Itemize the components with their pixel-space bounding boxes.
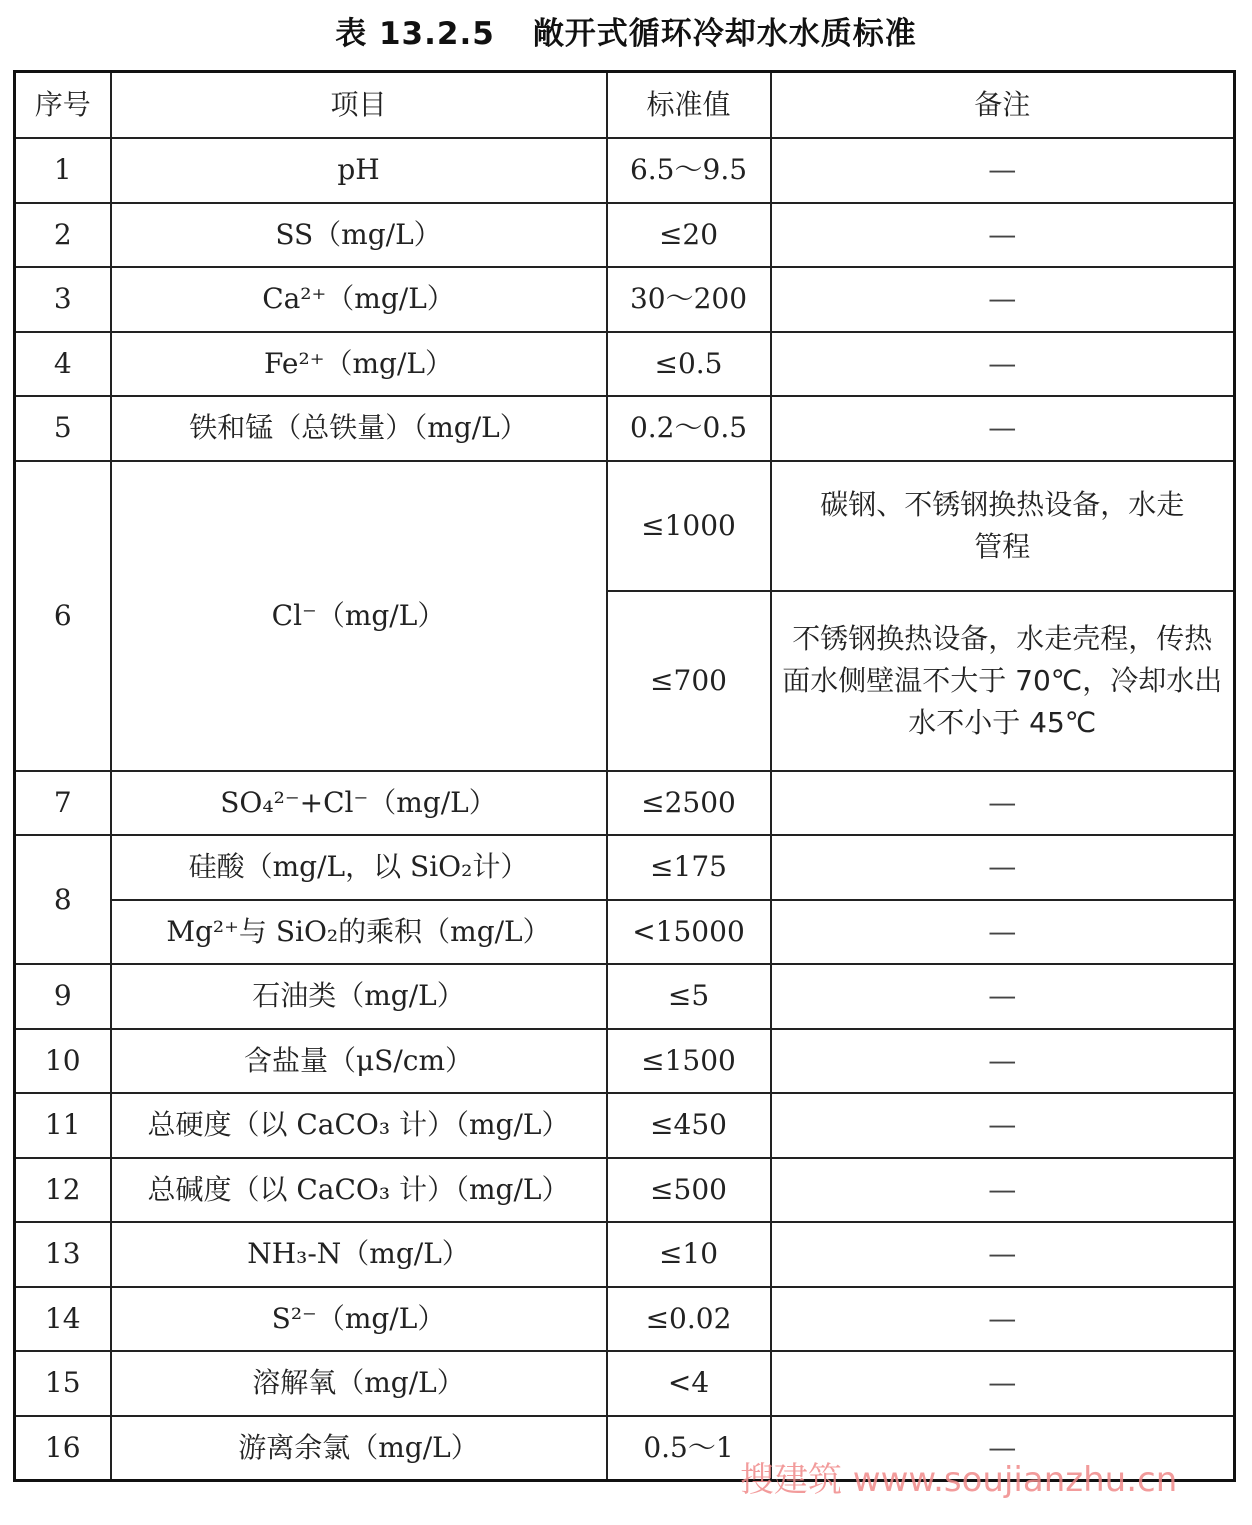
table-title: [0, 8, 1252, 60]
water-quality-table: [13, 70, 1236, 1482]
row-value: ≤10: [607, 1222, 771, 1287]
table-number: 表 13.2.5: [335, 16, 495, 52]
row-note: —: [771, 1287, 1235, 1352]
row-item: 溶解氧（mg/L）: [111, 1351, 607, 1416]
row-no: 8: [15, 835, 111, 964]
table-row: [15, 332, 1235, 397]
table-row: [15, 1029, 1235, 1094]
row-no: 12: [15, 1158, 111, 1223]
row-value: ≤700: [607, 591, 771, 771]
header-row: [15, 72, 1235, 139]
row-note: —: [771, 396, 1235, 461]
row-value: ≤0.5: [607, 332, 771, 397]
row-value: ≤0.02: [607, 1287, 771, 1352]
table-row: [15, 267, 1235, 332]
table-row: [15, 900, 1235, 965]
row-note: —: [771, 771, 1235, 836]
row-no: 9: [15, 964, 111, 1029]
row-item: SS（mg/L）: [111, 203, 607, 268]
header-note: 备注: [771, 72, 1235, 139]
row-item: 游离余氯（mg/L）: [111, 1416, 607, 1481]
table-row: [15, 1093, 1235, 1158]
table-row: [15, 964, 1235, 1029]
row-value: ≤1500: [607, 1029, 771, 1094]
row-value: ≤175: [607, 835, 771, 900]
row-value: <15000: [607, 900, 771, 965]
table-row: [15, 771, 1235, 836]
row-value: ≤1000: [607, 461, 771, 591]
row-note: —: [771, 1351, 1235, 1416]
table-row: [15, 1222, 1235, 1287]
row-note: —: [771, 1093, 1235, 1158]
row-value: ≤20: [607, 203, 771, 268]
row-note: 碳钢、不锈钢换热设备，水走管程: [771, 461, 1235, 591]
row-no: 16: [15, 1416, 111, 1481]
row-no: 11: [15, 1093, 111, 1158]
header-no: 序号: [15, 72, 111, 139]
row-no: 1: [15, 138, 111, 203]
table-row: [15, 203, 1235, 268]
row-note: —: [771, 138, 1235, 203]
row-item: 硅酸（mg/L，以 SiO₂计）: [111, 835, 607, 900]
row-no: 6: [15, 461, 111, 771]
row-value: 0.5～1: [607, 1416, 771, 1481]
row-no: 15: [15, 1351, 111, 1416]
row-no: 5: [15, 396, 111, 461]
row-note: —: [771, 835, 1235, 900]
row-no: 3: [15, 267, 111, 332]
table-row: [15, 1158, 1235, 1223]
row-value: ≤450: [607, 1093, 771, 1158]
row-item: 含盐量（μS/cm）: [111, 1029, 607, 1094]
row-item: 总碱度（以 CaCO₃ 计）（mg/L）: [111, 1158, 607, 1223]
header-value: 标准值: [607, 72, 771, 139]
row-note: —: [771, 1158, 1235, 1223]
row-no: 4: [15, 332, 111, 397]
row-item: NH₃-N（mg/L）: [111, 1222, 607, 1287]
row-note: —: [771, 1222, 1235, 1287]
table-row: [15, 835, 1235, 900]
row-item: pH: [111, 138, 607, 203]
row-note: —: [771, 964, 1235, 1029]
row-no: 14: [15, 1287, 111, 1352]
table-row: [15, 396, 1235, 461]
row-item: 铁和锰（总铁量）（mg/L）: [111, 396, 607, 461]
table-row: [15, 138, 1235, 203]
row-item: 总硬度（以 CaCO₃ 计）（mg/L）: [111, 1093, 607, 1158]
row-note: 不锈钢换热设备，水走壳程，传热面水侧壁温不大于 70℃，冷却水出水不小于 45℃: [771, 591, 1235, 771]
row-item: 石油类（mg/L）: [111, 964, 607, 1029]
row-value: ≤500: [607, 1158, 771, 1223]
row-no: 10: [15, 1029, 111, 1094]
table-row: [15, 461, 1235, 591]
row-value: <4: [607, 1351, 771, 1416]
row-item: Cl⁻（mg/L）: [111, 461, 607, 771]
row-note: —: [771, 900, 1235, 965]
row-value: 0.2～0.5: [607, 396, 771, 461]
row-note: —: [771, 332, 1235, 397]
table-caption: 敞开式循环冷却水水质标准: [532, 16, 917, 52]
site-watermark: 搜建筑 www.soujianzhu.cn: [740, 1460, 1178, 1500]
row-value: 6.5～9.5: [607, 138, 771, 203]
row-value: ≤5: [607, 964, 771, 1029]
row-note: —: [771, 267, 1235, 332]
row-item: SO₄²⁻+Cl⁻（mg/L）: [111, 771, 607, 836]
row-item: S²⁻（mg/L）: [111, 1287, 607, 1352]
row-item: Ca²⁺（mg/L）: [111, 267, 607, 332]
table-row: [15, 1287, 1235, 1352]
header-item: 项目: [111, 72, 607, 139]
row-no: 7: [15, 771, 111, 836]
row-note: —: [771, 203, 1235, 268]
row-no: 13: [15, 1222, 111, 1287]
row-item: Fe²⁺（mg/L）: [111, 332, 607, 397]
row-note: —: [771, 1416, 1235, 1481]
row-value: ≤2500: [607, 771, 771, 836]
row-item: Mg²⁺与 SiO₂的乘积（mg/L）: [111, 900, 607, 965]
row-note: —: [771, 1029, 1235, 1094]
table-row: [15, 1351, 1235, 1416]
row-no: 2: [15, 203, 111, 268]
row-value: 30～200: [607, 267, 771, 332]
